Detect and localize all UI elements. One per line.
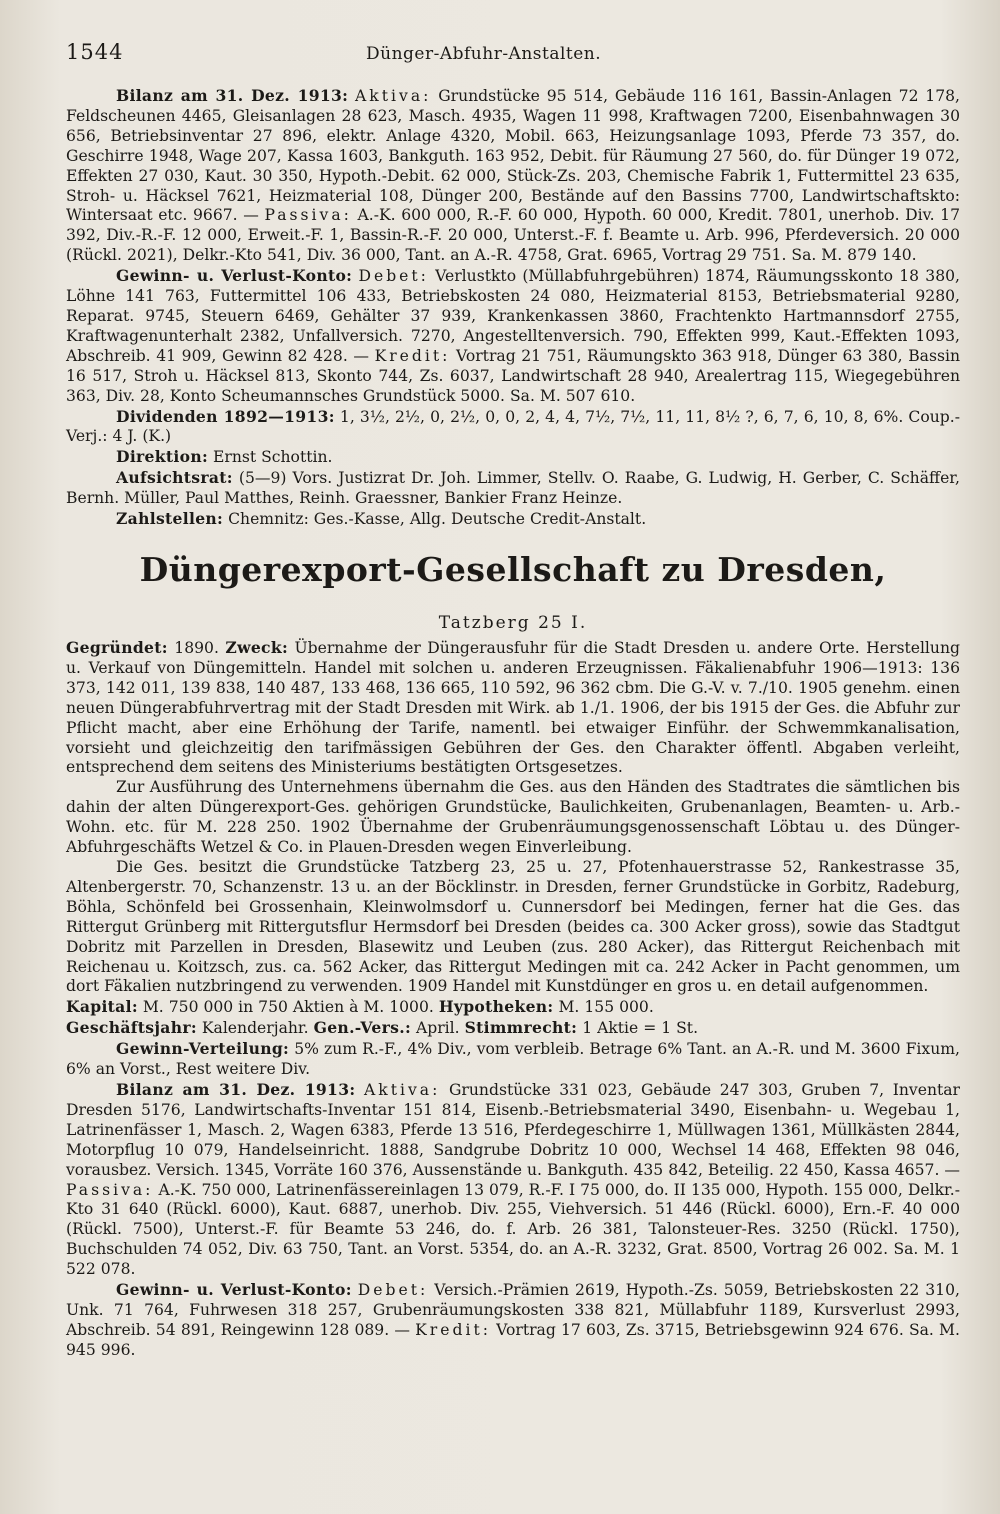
guv-label-2: Gewinn- u. Verlust-Konto: <box>116 1280 352 1300</box>
kredit-label-2: Kredit: <box>415 1320 491 1339</box>
dividenden-text: 1, 3½, 2½, 0, 2½, 0, 0, 2, 4, 4, 7½, 7½, 11, 11, 8½ ?, 6, 7, 6, 10, 8, 6%. Coup.-Verj.: 4 J. (K.) <box>66 407 961 446</box>
passiva-label: Passiva: <box>264 206 352 225</box>
page-header <box>66 40 960 86</box>
previous-company-section <box>66 86 960 530</box>
kapital-paragraph <box>66 997 960 1018</box>
company-title: Düngerexport-Gesellschaft zu Dresden, <box>139 549 887 589</box>
gewinnverteilung-paragraph <box>66 1039 960 1080</box>
kredit-label: Kredit: <box>374 346 451 365</box>
gewinnverteilung-label: Gewinn-Verteilung: <box>116 1039 290 1059</box>
bilanz-aktiva-text-2: Grundstücke 331 023, Gebäude 247 303, Gruben 7, Inventar Dresden 5176, Landwirtschafts-Inventar 151 814, Eisenb.-Betriebsmaterial 3490, Eisenbahn- u. Wegebau 1, Latrinenfässer 1, Masch. 2, Wagen 6383, Pferde 13 516, Pferdegeschirre 1, Müllwagen 1361, Müllkästen 2844, Motorpflug 10 079, Handelseinricht. 1888, Sandgrube Dobritz 10 000, Wechsel 14 468, Effekten 98 046, vorausbez. Versich. 1345, Vorräte 160 376, Aussenstände u. Bankguth. 435 842, Beteilig. 22 450, Kassa 4657. — <box>66 1080 961 1179</box>
aktiva-label: Aktiva: <box>355 87 432 105</box>
page-number: 1544 <box>66 40 124 64</box>
grundstuecke-paragraph: Die Ges. besitzt die Grundstücke Tatzberg 23, 25 u. 27, Pfotenhauerstrasse 52, Rankestrasse 35, Altenbergerstr. 70, Schanzenstr. 13 u. an der Böcklinstr. in Dresden, ferner Grundstücke in Gorbitz, Radeburg, Böhla, Schönfeld bei Grossenhain, Kleinwolmsdorf u. Cunnersdorf bei Medingen, ferner hat die Ges. das Rittergut Grünberg mit Rittergutsflur Hermsdorf bei Dresden (beides ca. 300 Acker gross), sowie das Stadtgut Dobritz mit Parzellen in Dresden, Blasewitz und Leuben (zus. 280 Acker), das Rittergut Reichenbach mit Reichenau u. Koitzsch, zus. ca. 562 Acker, das Rittergut Medingen mit ca. 242 Acker in Pacht genommen, um dort Fäkalien nutzbringend zu verwenden. 1909 Handel mit Kunstdünger en gros u. en detail aufgenommen. <box>66 858 960 996</box>
guv-kredit-text-2: Vortrag 17 603, Zs. 3715, Betriebsgewinn 924 676. Sa. M. 945 996. <box>66 1320 960 1359</box>
dividenden-label: Dividenden 1892—1913: <box>116 406 335 426</box>
bilanz-label-2: Bilanz am 31. Dez. 1913: <box>116 1079 356 1099</box>
stimmrecht-text: 1 Aktie = 1 St. <box>582 1019 699 1038</box>
kapital-label: Kapital: <box>66 997 138 1017</box>
guv-label: Gewinn- u. Verlust-Konto: <box>116 266 353 286</box>
ausfuehrung-paragraph: Zur Ausführung des Unternehmens übernahm die Ges. aus den Händen des Stadtrates die sämtlichen bis dahin der alten Düngerexport-Ges. gehörigen Grundstücke, Baulichkeiten, Grubenanlagen, Beamten- u. Arb.-Wohn. etc. für M. 228 250. 1902 Übernahme der Grubenräumungsgenossenschaft Löbtau u. des Dünger-Abfuhrgeschäfts Wetzel & Co. in Plauen-Dresden wegen Einverleibung. <box>66 778 960 857</box>
dividenden-paragraph <box>66 407 960 448</box>
geschaeftsjahr-paragraph <box>66 1018 960 1039</box>
gegruendet-label: Gegründet: <box>66 638 168 658</box>
genvers-label: Gen.-Vers.: <box>313 1018 412 1038</box>
direktion-label: Direktion: <box>116 447 209 467</box>
passiva-label-2: Passiva: <box>66 1180 154 1199</box>
stimmrecht-label: Stimmrecht: <box>464 1018 578 1038</box>
kapital-text: M. 750 000 in 750 Aktien à M. 1000. <box>142 998 434 1017</box>
guv-debet-text-2: Versich.-Prämien 2619, Hypoth.-Zs. 5059, Betriebskosten 22 310, Unk. 71 764, Fuhrwesen 318 257, Grubenräumungskosten 338 821, Müllabfuhr 1189, Kursverlust 2993, Abschreib. 54 891, Reingewinn 128 089. — <box>66 1281 960 1339</box>
hypotheken-label: Hypotheken: <box>438 997 554 1017</box>
bilanz-paragraph-2 <box>66 1080 960 1280</box>
genvers-text: April. <box>415 1019 460 1038</box>
bilanz-label: Bilanz am 31. Dez. 1913: <box>116 86 349 105</box>
guv-paragraph <box>66 266 960 406</box>
zweck-text: Übernahme der Düngerausfuhr für die Stadt Dresden u. andere Orte. Herstellung u. Verkauf von Düngemitteln. Handel mit solchen u. anderen Erzeugnissen. Fäkalienabfuhr 1906—1913: 136 373, 142 011, 139 838, 140 487, 133 468, 136 665, 110 592, 96 362 cbm. Die G.-V. v. 7./10. 1905 genehm. einen neuen Düngerabfuhrvertrag mit der Stadt Dresden mit Wirk. ab 1./1. 1906, der bis 1915 der Ges. die Abfuhr zur Pflicht macht, aber eine Erhöhung der Tarife, namentl. bei etwaiger Einführ. der Schwemmkanalisation, vorsieht und gleichzeitig den tarifmässigen Gebühren der Ges. den Charakter öffentl. Abgaben verleiht, entsprechend dem seitens des Ministeriums bestätigten Ortsgesetzes. <box>66 639 960 777</box>
zahlstellen-paragraph <box>66 509 960 530</box>
aufsichtsrat-paragraph <box>66 468 960 509</box>
zweck-label: Zweck: <box>225 638 289 658</box>
debet-label-2: Debet: <box>357 1281 429 1300</box>
hypotheken-text: M. 155 000. <box>558 998 654 1017</box>
gruendung-paragraph <box>66 638 960 778</box>
bilanz-aktiva-text: Grundstücke 95 514, Gebäude 116 161, Bassin-Anlagen 72 178, Feldscheunen 4465, Gleisanlagen 28 623, Masch. 4935, Wagen 11 998, Kraftwagen 7200, Eisenbahnwagen 30 656, Betriebsinventar 27 896, elektr. Anlage 4320, Mobil. 663, Heizungsanlage 1093, Pferde 73 357, do. Geschirre 1948, Wage 207, Kassa 1603, Bankguth. 163 952, Debit. für Räumung 27 560, do. für Dünger 19 072, Effekten 27 030, Kaut. 30 350, Hypoth.-Debit. 62 000, Stück-Zs. 203, Chemische Fabrik 1, Futtermittel 23 635, Stroh- u. Häcksel 7621, Heizmaterial 108, Dünger 200, Bestände auf den Bassins 7700, Landwirtschaftskto: Wintersaat etc. 9667. — <box>66 87 961 225</box>
guv-paragraph-2 <box>66 1280 960 1361</box>
bilanz-paragraph <box>66 86 960 266</box>
company-address: Tatzberg 25 I. <box>438 613 588 634</box>
aufsichtsrat-label: Aufsichtsrat: <box>116 468 233 488</box>
zahlstellen-text: Chemnitz: Ges.-Kasse, Allg. Deutsche Credit-Anstalt. <box>228 510 647 529</box>
bilanz-passiva-text-2: A.-K. 750 000, Latrinenfässereinlagen 13 079, R.-F. I 75 000, do. II 135 000, Hypoth. 155 000, Delkr.-Kto 31 640 (Rückl. 6000), Kaut. 6887, unerhob. Div. 255, Viehversich. 51 446 (Rückl. 6000), Ern.-F. 40 000 (Rückl. 7500), Unterst.-F. für Beamte 53 246, do. f. Arb. 26 381, Talonsteuer-Res. 3250 (Rückl. 1750), Buchschulden 74 052, Div. 63 750, Tant. an Vorst. 5354, do. an A.-R. 3232, Grat. 8500, Vortrag 26 002. Sa. M. 1 522 078. <box>66 1180 960 1279</box>
running-title: Dünger-Abfuhr-Anstalten. <box>366 44 602 64</box>
guv-debet-text: Verlustkto (Müllabfuhrgebühren) 1874, Räumungsskonto 18 380, Löhne 141 763, Futtermittel 106 433, Betriebskosten 24 080, Heizmaterial 8153, Betriebsmaterial 9280, Reparat. 9745, Steuern 6469, Gehälter 37 939, Krankenkassen 3860, Frachtenkto Hartmannsdorf 2755, Kraftwagenunterhalt 2382, Unfallversich. 7270, Angestelltenversich. 790, Effekten 999, Kaut.-Effekten 1093, Abschreib. 41 909, Gewinn 82 428. — <box>66 267 961 365</box>
direktion-paragraph <box>66 447 960 468</box>
gegruendet-value: 1890. <box>174 639 219 658</box>
aufsichtsrat-text: (5—9) Vors. Justizrat Dr. Joh. Limmer, Stellv. O. Raabe, G. Ludwig, H. Gerber, C. Schäffer, Bernh. Müller, Paul Matthes, Reinh. Graessner, Bankier Franz Heinze. <box>66 469 960 508</box>
direktion-text: Ernst Schottin. <box>212 448 333 467</box>
geschaeftsjahr-text: Kalenderjahr. <box>201 1019 309 1038</box>
gewinnverteilung-text: 5% zum R.-F., 4% Div., vom verbleib. Betrage 6% Tant. an A.-R. und M. 3600 Fixum, 6% an Vorst., Rest weitere Div. <box>66 1040 960 1079</box>
aktiva-label-2: Aktiva: <box>364 1080 441 1099</box>
zahlstellen-label: Zahlstellen: <box>116 509 224 529</box>
debet-label: Debet: <box>358 267 429 286</box>
bilanz-passiva-text: A.-K. 600 000, R.-F. 60 000, Hypoth. 60 000, Kredit. 7801, unerhob. Div. 17 392, Div.-R.-F. 12 000, Erweit.-F. 1, Bassin-R.-F. 20 000, Unterst.-F. f. Beamte u. Arb. 996, Pferdeversich. 20 000 (Rückl. 2021), Delkr.-Kto 541, Div. 36 000, Tant. an A.-R. 4758, Grat. 6965, Vortrag 29 751. Sa. M. 879 140. <box>66 206 960 265</box>
guv-kredit-text: Vortrag 21 751, Räumungskto 363 918, Dünger 63 380, Bassin 16 517, Stroh u. Häcksel 813, Skonto 744, Zs. 6037, Landwirtschaft 28 940, Arealertrag 115, Wiegegebühren 363, Div. 28, Konto Scheumannsches Grundstück 5000. Sa. M. 507 610. <box>66 346 960 405</box>
geschaeftsjahr-label: Geschäftsjahr: <box>66 1018 197 1038</box>
company-section <box>66 638 960 1361</box>
